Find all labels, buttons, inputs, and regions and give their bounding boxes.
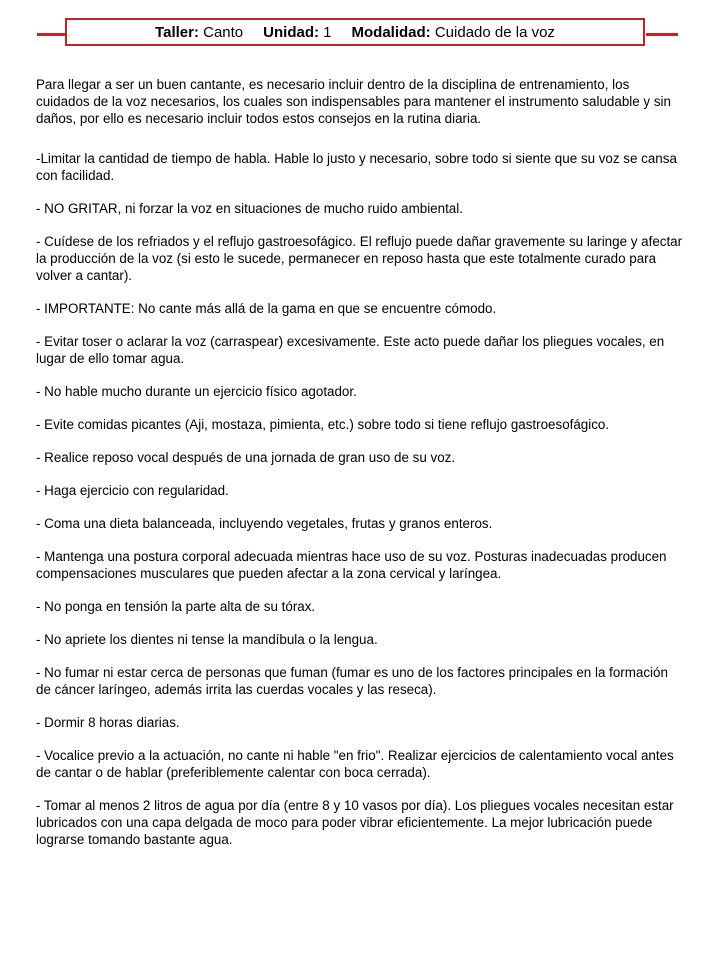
- document-body: [36, 76, 686, 864]
- modalidad-value: Cuidado de la voz: [434, 23, 555, 41]
- header-banner: [65, 18, 645, 46]
- tip-item: - Vocalice previo a la actuación, no cante ni hable "en frio". Realizar ejercicios de calentamiento vocal antes de cantar o de hablar (preferiblemente calentar con boca cerrada).: [36, 748, 674, 780]
- tip-item: - Dormir 8 horas diarias.: [36, 715, 180, 730]
- unidad-label: Unidad:: [263, 23, 319, 41]
- taller-field: [155, 24, 243, 41]
- tip-item: - No ponga en tensión la parte alta de su tórax.: [36, 599, 316, 614]
- header-rule-right: [646, 33, 678, 36]
- intro-paragraph: Para llegar a ser un buen cantante, es necesario incluir dentro de la disciplina de entrenamiento, los cuidados de la voz necesarios, los cuales son indispensables para mantener el instrumento saludable y sin daños, por ello es necesario incluir todos estos consejos en la rutina diaria.: [36, 77, 671, 126]
- taller-value: Canto: [203, 23, 244, 41]
- tip-item: - Evite comidas picantes (Aji, mostaza, pimienta, etc.) sobre todo si tiene reflujo gastroesofágico.: [36, 417, 610, 432]
- tip-item: - No apriete los dientes ni tense la mandíbula o la lengua.: [36, 632, 378, 647]
- tip-item: - Coma una dieta balanceada, incluyendo vegetales, frutas y granos enteros.: [36, 516, 493, 531]
- header-rule-left: [37, 33, 67, 36]
- tip-item: - No fumar ni estar cerca de personas que fuman (fumar es uno de los factores principales en la formación de cáncer laríngeo, además irrita las cuerdas vocales y las reseca).: [36, 665, 668, 697]
- tip-item: - Haga ejercicio con regularidad.: [36, 483, 229, 498]
- tip-item: - IMPORTANTE: No cante más allá de la gama en que se encuentre cómodo.: [36, 301, 497, 316]
- tip-item: - Tomar al menos 2 litros de agua por día (entre 8 y 10 vasos por día). Los pliegues vocales necesitan estar lubricados con una capa delgada de moco para poder vibrar eficientemente. La mejor lubricación puede lograrse tomando bastante agua.: [36, 798, 674, 847]
- tip-item: - No hable mucho durante un ejercicio físico agotador.: [36, 384, 357, 399]
- tip-item: - Realice reposo vocal después de una jornada de gran uso de su voz.: [36, 450, 456, 465]
- tip-item: - Mantenga una postura corporal adecuada mientras hace uso de su voz. Posturas inadecuadas producen compensaciones musculares que pueden afectar a la zona cervical y laríngea.: [36, 549, 667, 581]
- tip-item: - Cuídese de los refriados y el reflujo gastroesofágico. El reflujo puede dañar gravemente su laringe y afectar la producción de la voz (si esto le sucede, permanecer en reposo hasta que este totalmente curado para volver a cantar).: [36, 234, 683, 283]
- modalidad-label: Modalidad:: [351, 23, 431, 41]
- taller-label: Taller:: [155, 23, 199, 41]
- tip-item: - NO GRITAR, ni forzar la voz en situaciones de mucho ruido ambiental.: [36, 201, 463, 216]
- modalidad-field: [352, 24, 555, 41]
- tip-item: -Limitar la cantidad de tiempo de habla. Hable lo justo y necesario, sobre todo si siente que su voz se cansa con facilidad.: [36, 151, 677, 183]
- unidad-value: 1: [323, 23, 332, 41]
- tip-item: - Evitar toser o aclarar la voz (carraspear) excesivamente. Este acto puede dañar los pliegues vocales, en lugar de ello tomar agua.: [36, 334, 665, 366]
- unidad-field: [263, 24, 331, 41]
